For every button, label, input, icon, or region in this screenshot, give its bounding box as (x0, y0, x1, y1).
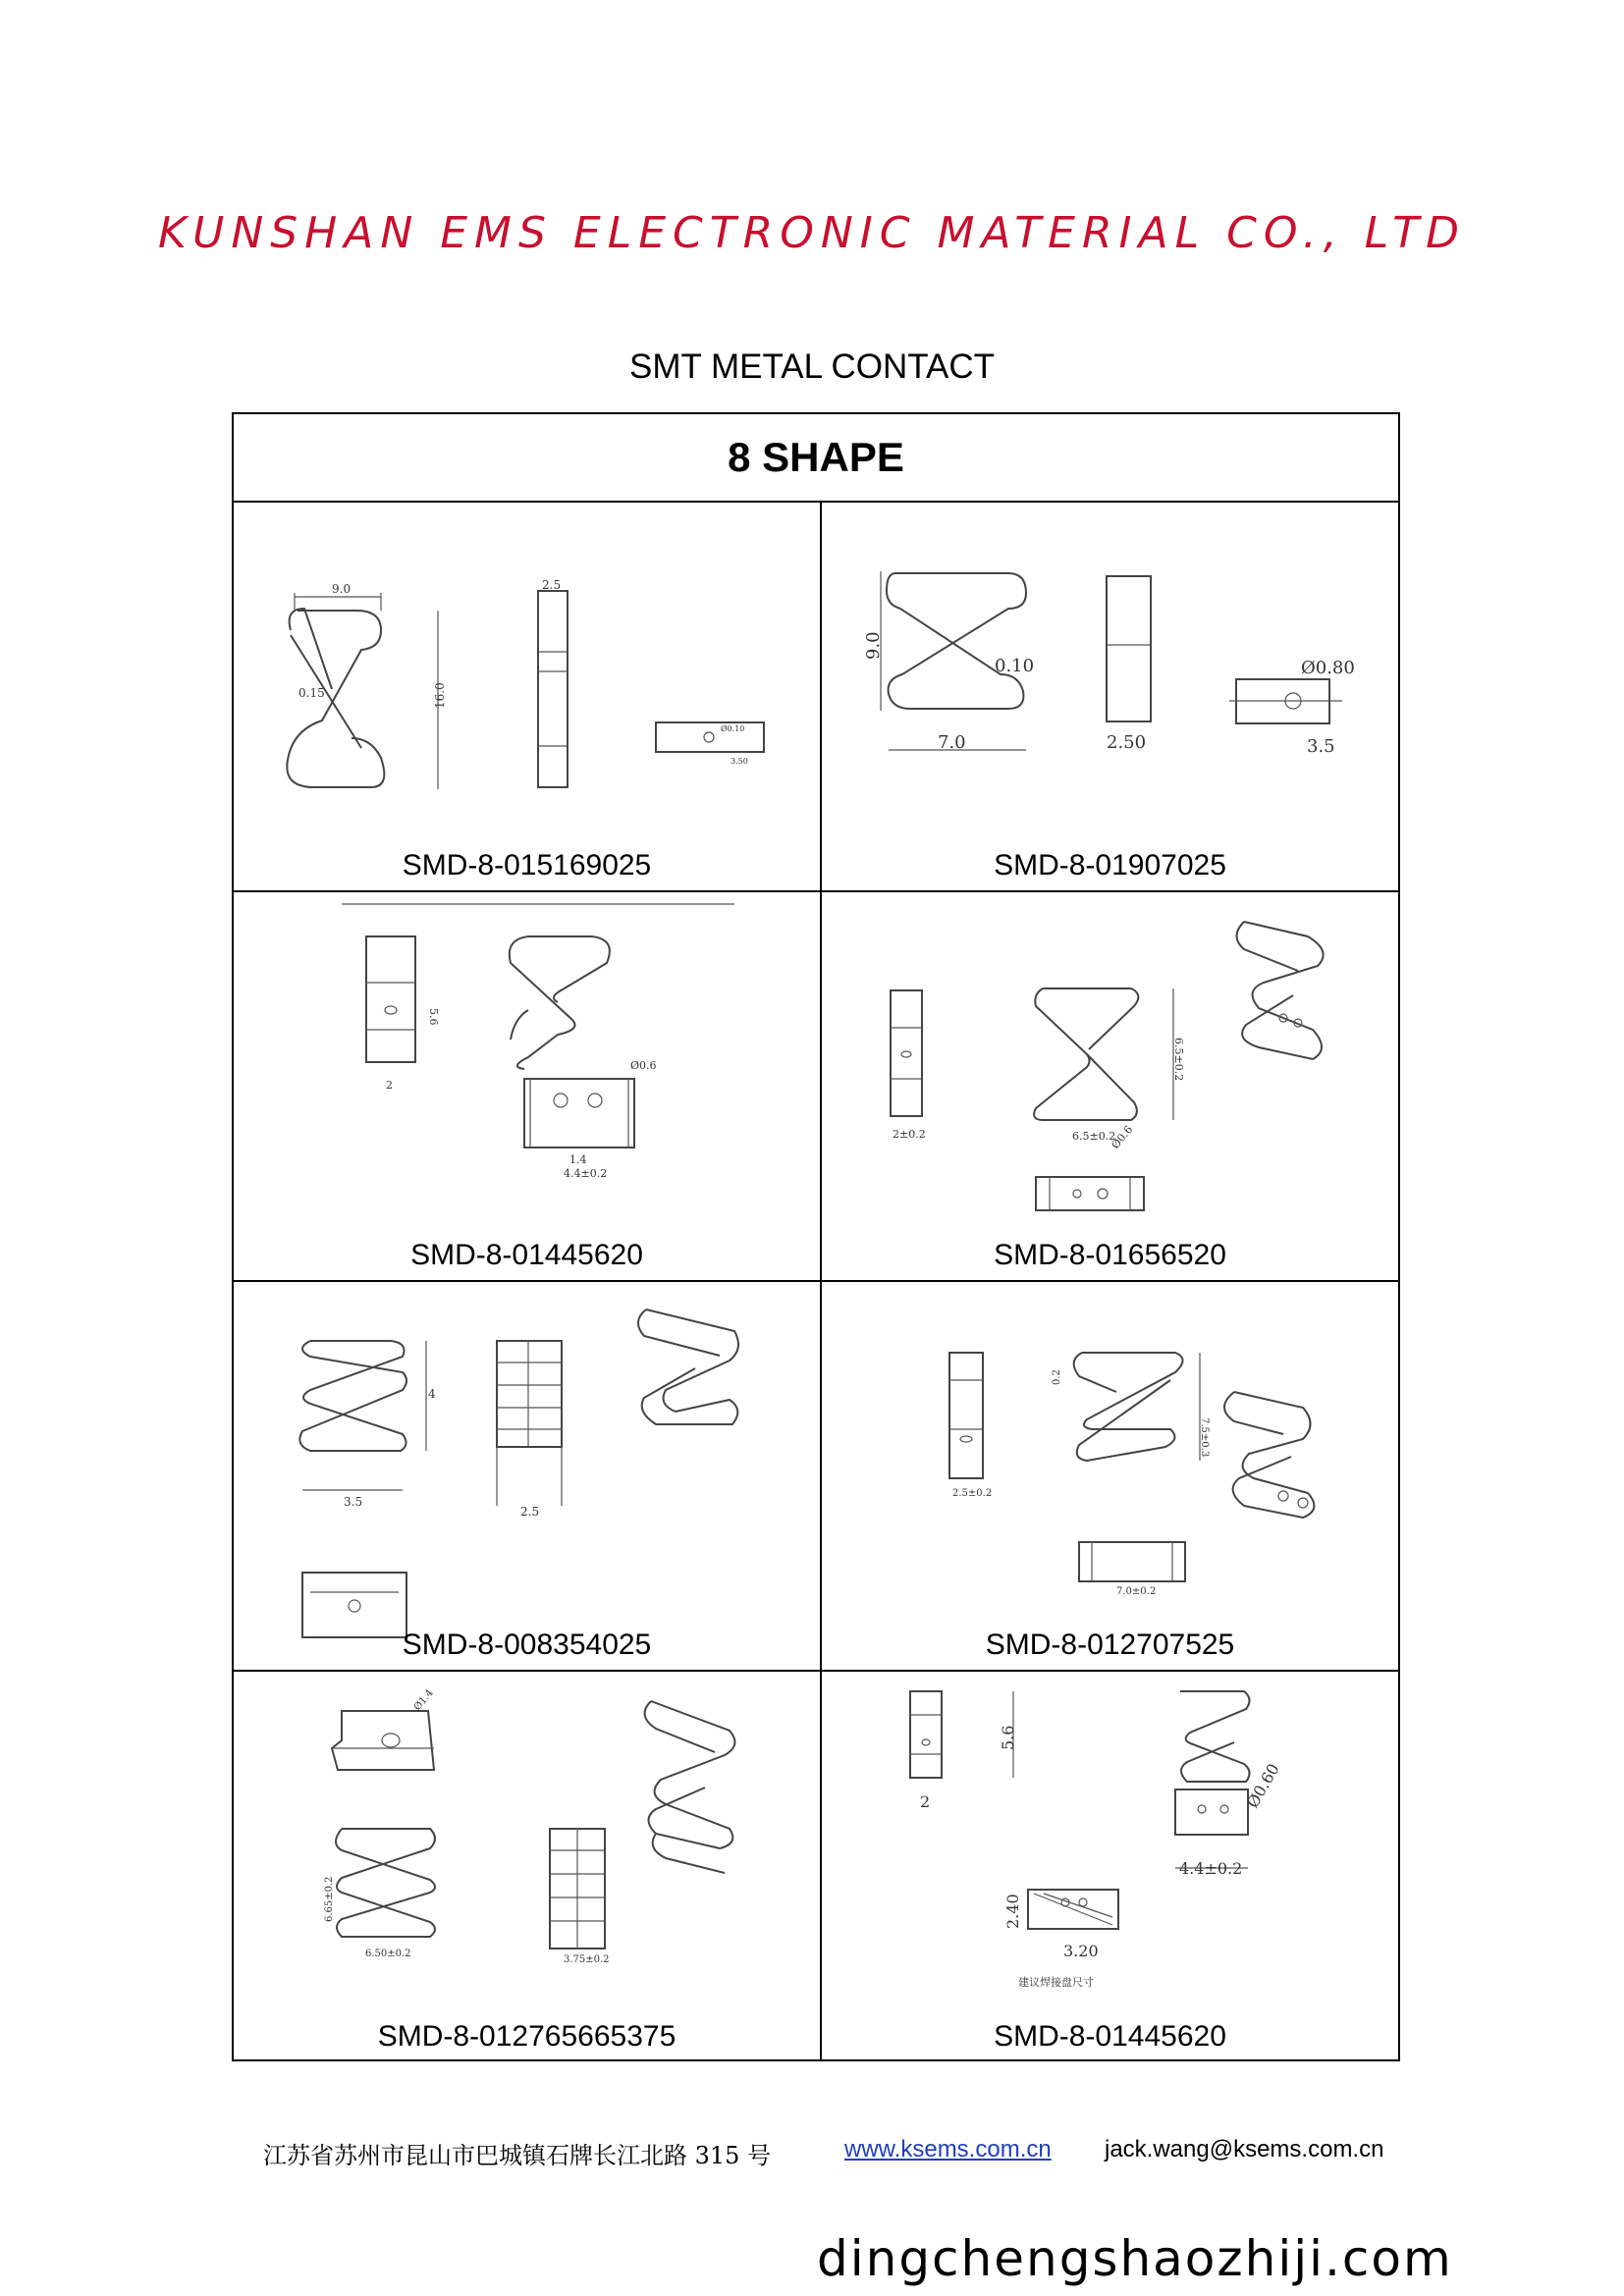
dim-label: 5.6 (999, 1725, 1017, 1750)
dim-label: 6.5±0.2 (1172, 1038, 1185, 1082)
part-number: SMD-8-01445620 (410, 1239, 643, 1271)
dim-label: 0.10 (995, 656, 1035, 676)
product-table (232, 412, 1400, 2061)
dim-label: 2±0.2 (893, 1128, 926, 1141)
dim-label: 6.65±0.2 (324, 1876, 335, 1922)
dim-label: 2.40 (1003, 1894, 1022, 1929)
dim-label: 4.4±0.2 (564, 1167, 608, 1180)
dim-label: 3.5 (344, 1495, 363, 1509)
dim-label: 4 (428, 1387, 436, 1401)
dim-label: 建议焊接盘尺寸 (1018, 1976, 1094, 1989)
part-number: SMD-8-015169025 (402, 849, 652, 881)
dim-label: 7.0±0.2 (1116, 1586, 1157, 1597)
product-grid (234, 503, 1398, 2061)
product-cell (822, 892, 1398, 1282)
product-cell (234, 1672, 822, 2061)
product-cell (822, 503, 1398, 892)
technical-drawing (822, 1282, 1398, 1672)
dim-label: 2 (386, 1079, 393, 1092)
dim-label: 4.4±0.2 (1179, 1859, 1243, 1878)
dim-label: 3.20 (1063, 1942, 1099, 1960)
dim-label: 0.2 (1052, 1369, 1062, 1385)
product-cell (234, 1282, 822, 1672)
technical-drawing (234, 892, 822, 1282)
technical-drawing (234, 503, 822, 892)
dim-label: 7.0 (938, 732, 966, 753)
dim-label: 2 (920, 1792, 931, 1811)
contact-email[interactable]: jack.wang@ksems.com.cn (1105, 2136, 1384, 2163)
dim-label: 7.5±0.3 (1199, 1417, 1210, 1458)
dim-label: Ø0.6 (1109, 1123, 1136, 1151)
dim-label: 5.6 (427, 1008, 440, 1026)
dim-label: 2.5±0.2 (952, 1488, 993, 1499)
dim-label: Ø1.4 (411, 1687, 436, 1713)
part-number: SMD-8-012707525 (985, 1629, 1235, 1661)
company-address: 江苏省苏州市昆山市巴城镇石牌长江北路 315 号 (263, 2142, 772, 2169)
dim-label: Ø0.6 (630, 1059, 657, 1072)
dim-label: Ø0.60 (1243, 1760, 1283, 1811)
technical-drawing (822, 892, 1398, 1282)
dim-label: 2.5 (542, 578, 562, 592)
dim-label: 1.4 (569, 1153, 587, 1166)
part-number: SMD-8-008354025 (402, 1629, 652, 1661)
dim-label: 2.5 (520, 1505, 540, 1519)
dim-label: 3.75±0.2 (564, 1954, 610, 1965)
company-name: KUNSHAN EMS ELECTRONIC MATERIAL CO., LTD (158, 208, 1466, 258)
dim-label: Ø0.10 (721, 724, 745, 733)
product-cell (234, 503, 822, 892)
dim-label: 9.0 (332, 582, 352, 596)
part-number: SMD-8-01656520 (994, 1239, 1226, 1271)
product-cell (234, 892, 822, 1282)
dim-label: Ø0.80 (1301, 658, 1355, 678)
dim-label: 0.15 (298, 686, 325, 700)
dim-label: 9.0 (863, 631, 884, 660)
document-title: SMT METAL CONTACT (628, 347, 996, 386)
technical-drawing (234, 1282, 822, 1672)
website-link[interactable]: www.ksems.com.cn (844, 2136, 1052, 2163)
dim-label: 6.50±0.2 (365, 1949, 411, 1959)
part-number: SMD-8-01907025 (994, 849, 1226, 881)
dim-label: 2.50 (1107, 732, 1147, 753)
dim-label: 6.5±0.2 (1072, 1130, 1116, 1143)
technical-drawing (822, 1672, 1398, 2061)
dim-label: 3.5 (1307, 736, 1335, 757)
part-number: SMD-8-012765665375 (377, 2020, 677, 2053)
table-heading: 8 SHAPE (234, 414, 1398, 503)
watermark-text: dingchengshaozhiji.com (817, 2230, 1453, 2287)
part-number: SMD-8-01445620 (994, 2020, 1226, 2053)
product-cell (822, 1282, 1398, 1672)
product-cell (822, 1672, 1398, 2061)
technical-drawing (234, 1672, 822, 2061)
technical-drawing (822, 503, 1398, 892)
dim-label: 3.50 (731, 757, 748, 766)
dim-label: 16.0 (433, 682, 447, 709)
